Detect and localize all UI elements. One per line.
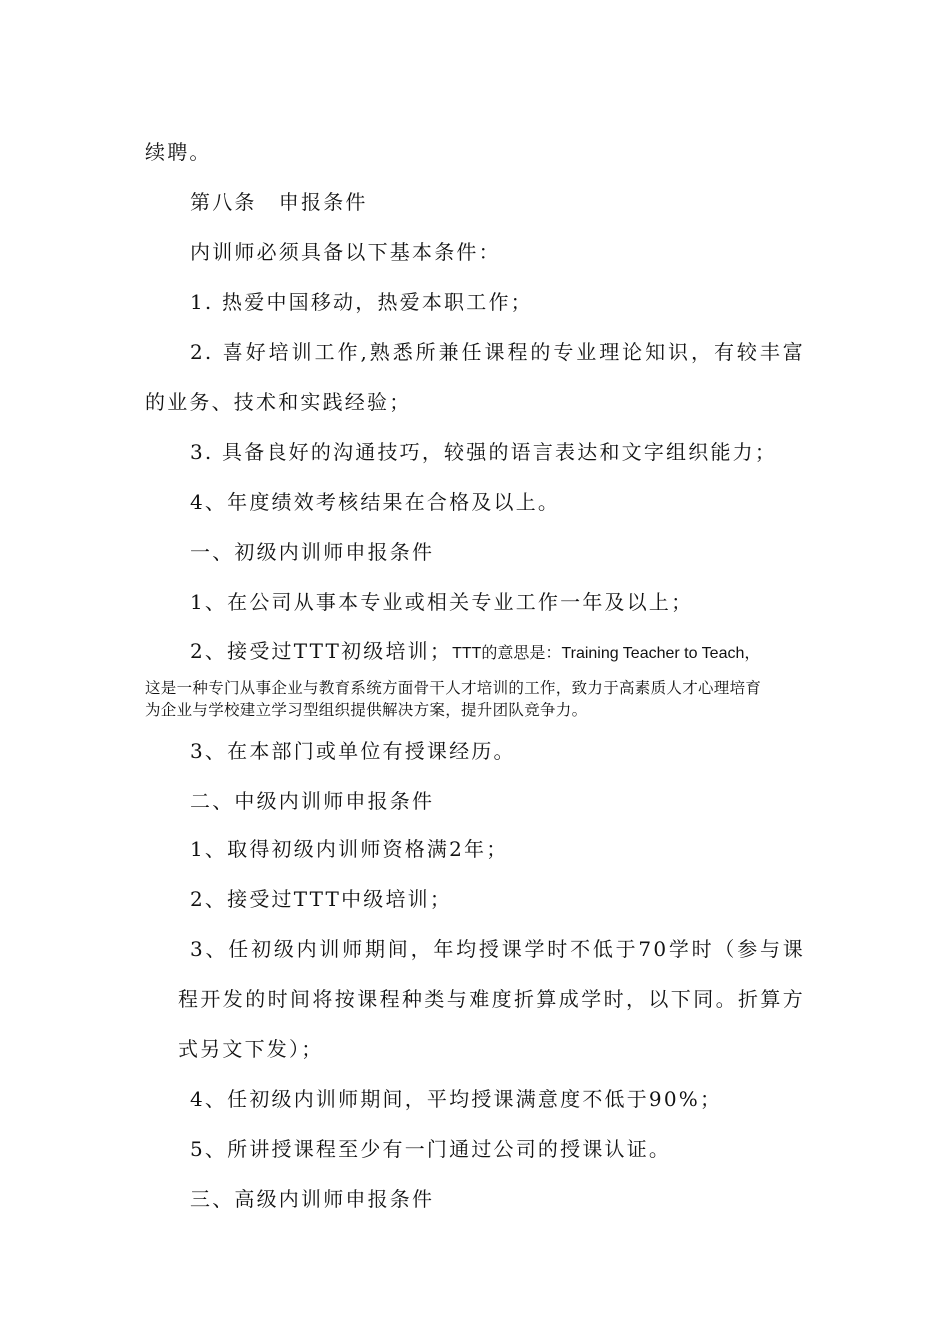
intermediate-item-3-line-1: 3、任初级内训师期间，年均授课学时不低于70学时（参与课 (190, 937, 805, 961)
intermediate-item-3-line-3: 式另文下发）； (178, 1037, 324, 1061)
section-heading-junior: 一、初级内训师申报条件 (190, 540, 435, 564)
ttt-note-line-2: 这是一种专门从事企业与教育系统方面骨干人才培训的工作，致力于高素质人才心理培育 (145, 679, 762, 697)
paragraph-intro: 内训师必须具备以下基本条件： (190, 240, 501, 264)
condition-item-4: 4、年度绩效考核结果在合格及以上。 (190, 490, 561, 514)
intermediate-item-4: 4、任初级内训师期间，平均授课满意度不低于90%； (190, 1087, 723, 1111)
ttt-note-comma: ， (744, 643, 761, 662)
article-heading: 第八条 申报条件 (190, 190, 368, 214)
paragraph-continuation: 续聘。 (145, 140, 212, 164)
condition-item-3: 3. 具备良好的沟通技巧，较强的语言表达和文字组织能力； (190, 440, 778, 464)
condition-item-1: 1. 热爱中国移动，热爱本职工作； (190, 290, 533, 314)
intermediate-item-1: 1、取得初级内训师资格满2年； (190, 837, 509, 861)
ttt-note-prefix: TTT (452, 645, 482, 662)
intermediate-item-5: 5、所讲授课程至少有一门通过公司的授课认证。 (190, 1137, 672, 1161)
section-heading-intermediate: 二、中级内训师申报条件 (190, 789, 435, 813)
condition-item-2-line-2: 的业务、技术和实践经验； (145, 390, 412, 414)
condition-item-2-line-1: 2. 喜好培训工作,熟悉所兼任课程的专业理论知识，有较丰富 (190, 340, 805, 364)
junior-item-2 (190, 637, 760, 668)
ttt-note-line-3: 为企业与学校建立学习型组织提供解决方案，提升团队竞争力。 (145, 701, 588, 719)
intermediate-item-2: 2、接受过TTT中级培训； (190, 887, 453, 911)
junior-item-1: 1、在公司从事本专业或相关专业工作一年及以上； (190, 590, 694, 614)
junior-item-2-text: 2、接受过TTT初级培训； (190, 639, 453, 663)
ttt-note-english: Training Teacher to Teach (561, 645, 745, 662)
junior-item-3: 3、在本部门或单位有授课经历。 (190, 739, 516, 763)
intermediate-item-3-line-2: 程开发的时间将按课程种类与难度折算成学时，以下同。折算方 (178, 987, 805, 1011)
section-heading-senior: 三、高级内训师申报条件 (190, 1187, 435, 1211)
ttt-note-mid: 的意思是： (481, 643, 562, 662)
